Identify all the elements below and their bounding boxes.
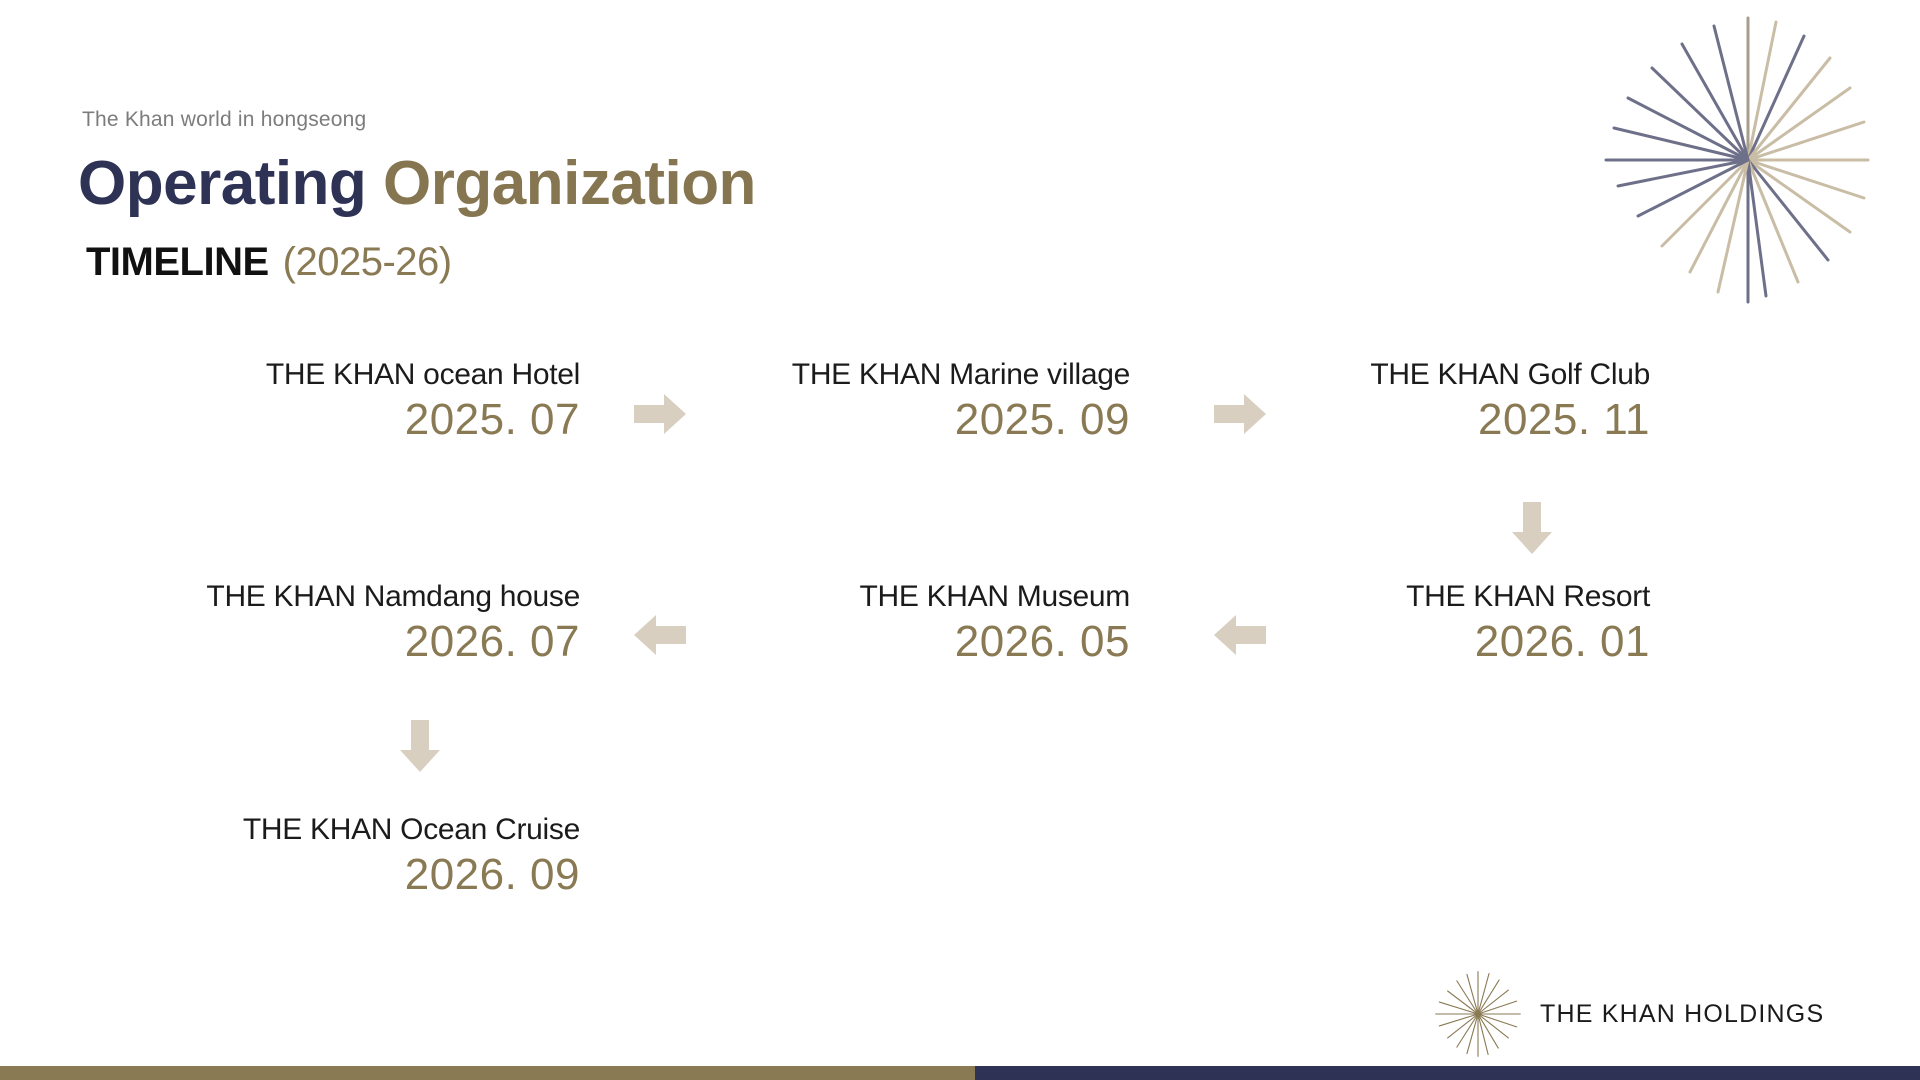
timeline-node-date: 2026. 01	[1474, 617, 1650, 666]
timeline-node-6[interactable]	[60, 580, 580, 668]
arrow-down-icon-1	[1510, 500, 1554, 556]
footer-bar-navy	[975, 1066, 1920, 1080]
timeline-node-name: THE KHAN Resort	[1406, 580, 1650, 613]
arrow-left-icon-1	[1212, 613, 1268, 657]
brand-name: THE KHAN HOLDINGS	[1540, 999, 1825, 1028]
footer-bar-gold	[0, 1066, 975, 1080]
timeline-node-name: THE KHAN ocean Hotel	[265, 358, 580, 391]
timeline-node-name: THE KHAN Ocean Cruise	[242, 813, 580, 846]
timeline-node-3[interactable]	[1050, 358, 1650, 446]
page-subtitle	[86, 240, 452, 285]
page-title-part2: Organization	[383, 149, 756, 218]
subtitle-years: (2025-26)	[282, 240, 452, 284]
timeline-node-date: 2026. 07	[404, 617, 580, 666]
timeline-node-date: 2025. 11	[1477, 395, 1650, 444]
timeline-node-2[interactable]	[560, 358, 1130, 446]
timeline-node-4[interactable]	[1050, 580, 1650, 668]
timeline-node-name: THE KHAN Golf Club	[1370, 358, 1650, 391]
timeline-node-date: 2026. 05	[954, 617, 1130, 666]
timeline-node-date: 2026. 09	[404, 850, 580, 899]
subtitle-label: TIMELINE	[86, 240, 269, 284]
timeline-node-7[interactable]	[120, 813, 580, 901]
page-title-part1: Operating	[78, 149, 384, 218]
timeline-node-date: 2025. 09	[954, 395, 1130, 444]
timeline-node-name: THE KHAN Namdang house	[206, 580, 580, 613]
timeline-node-date: 2025. 07	[404, 395, 580, 444]
timeline-node-name: THE KHAN Museum	[859, 580, 1130, 613]
timeline-node-1[interactable]	[120, 358, 580, 446]
timeline-node-name: THE KHAN Marine village	[791, 358, 1130, 391]
slide-eyebrow: The Khan world in hongseong	[82, 108, 367, 131]
page-title	[78, 148, 756, 219]
arrow-down-icon-2	[398, 718, 442, 774]
footer-logo	[1432, 968, 1824, 1060]
arrow-left-icon-2	[632, 613, 688, 657]
starburst-icon	[1432, 968, 1524, 1060]
starburst-icon	[1598, 10, 1898, 310]
